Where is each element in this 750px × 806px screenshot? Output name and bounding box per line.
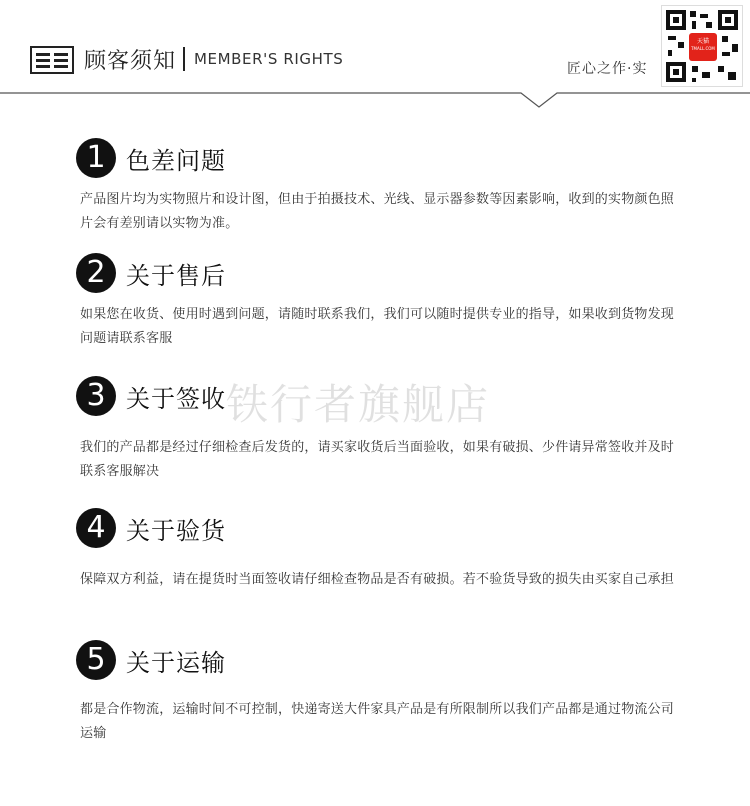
menu-lines-icon — [30, 46, 74, 74]
section-color-difference — [0, 138, 750, 238]
section-shipping — [0, 640, 750, 750]
section-body: 产品图片均为实物照片和设计图，但由于拍摄技术、光线、显示器参数等因素影响，收到的实物颜色照片会有差别请以实物为准。 — [80, 192, 675, 231]
section-after-sales — [0, 253, 750, 353]
title-divider — [183, 47, 185, 71]
qr-code — [661, 5, 743, 87]
section-signing — [0, 376, 750, 486]
number-badge: 1 — [76, 138, 116, 178]
tmall-badge-icon: 天猫 TMALL.COM — [689, 33, 717, 61]
section-title: 关于验货 — [126, 517, 226, 545]
section-body: 保障双方利益，请在提货时当面签收请仔细检查物品是否有破损。若不验货导致的损失由买家自己承担 — [80, 572, 675, 587]
page-header — [0, 0, 750, 110]
page-title: 顾客须知 — [84, 49, 177, 74]
header-divider — [0, 92, 750, 112]
section-body: 我们的产品都是经过仔细检查后发货的，请买家收货后当面验收，如果有破损、少件请异常签收并及时联系客服解决 — [80, 440, 675, 479]
number-badge: 4 — [76, 508, 116, 548]
section-title: 关于售后 — [126, 262, 226, 290]
number-badge: 3 — [76, 376, 116, 416]
section-title: 关于签收 — [126, 385, 226, 413]
section-body: 如果您在收货、使用时遇到问题，请随时联系我们，我们可以随时提供专业的指导，如果收到货物发现问题请联系客服 — [80, 307, 675, 346]
section-title: 色差问题 — [126, 147, 226, 175]
number-badge: 2 — [76, 253, 116, 293]
motto-text: 匠心之作·实 — [567, 61, 648, 77]
page-subtitle: MEMBER'S RIGHTS — [194, 50, 344, 68]
store-watermark: 铁行者旗舰店 — [226, 380, 491, 429]
number-badge: 5 — [76, 640, 116, 680]
section-body: 都是合作物流，运输时间不可控制，快递寄送大件家具产品是有所限制所以我们产品都是通过物流公司运输 — [80, 702, 675, 741]
section-title: 关于运输 — [126, 649, 226, 677]
section-inspection — [0, 508, 750, 618]
